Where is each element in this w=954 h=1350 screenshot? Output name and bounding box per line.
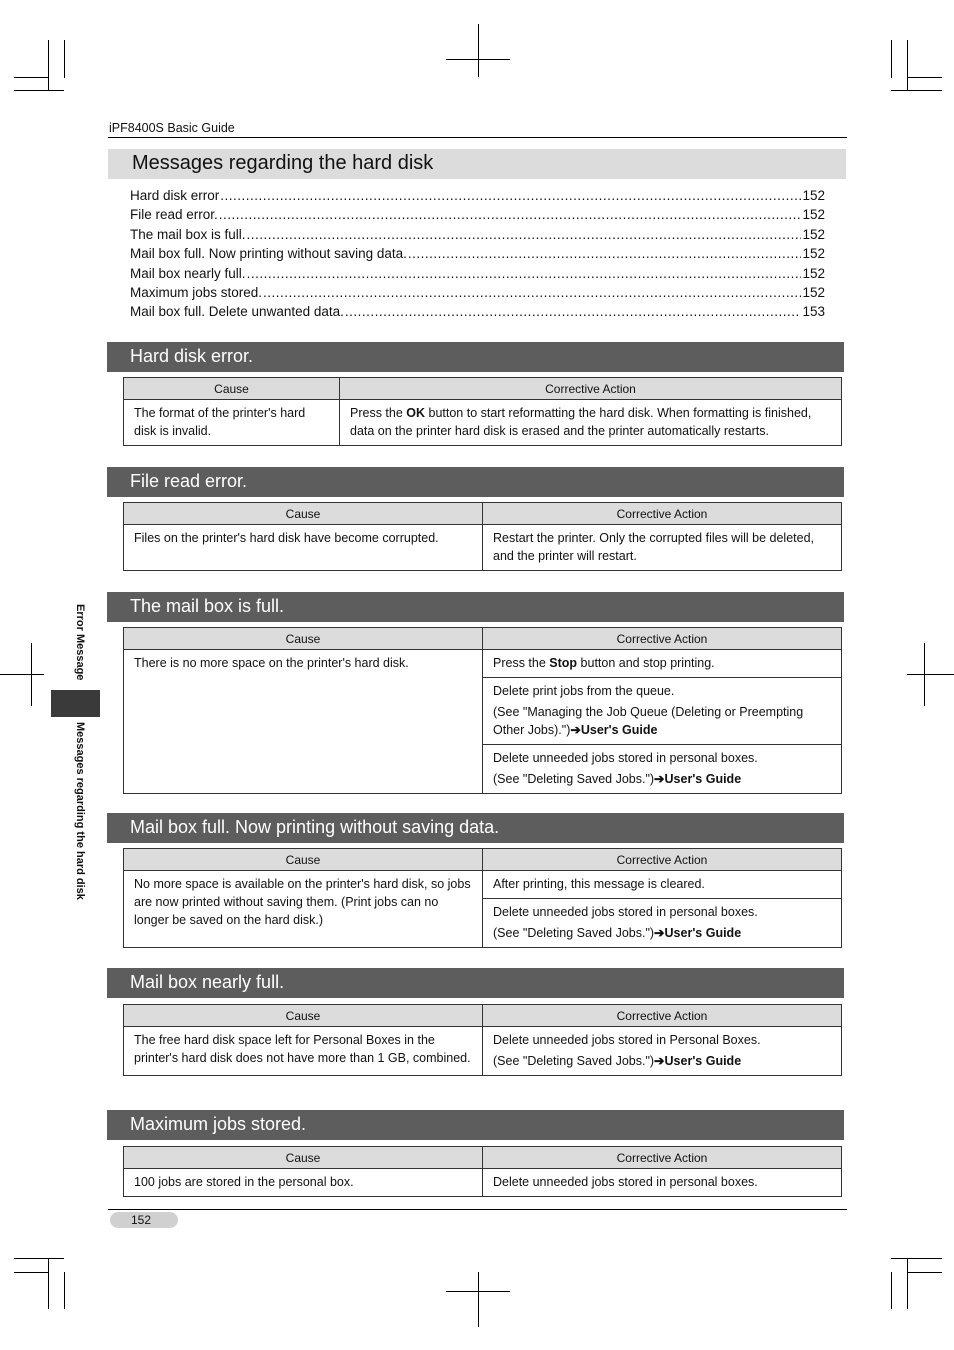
arrow-icon: ➔ [654,772,665,786]
section-heading-mail-box-full [107,592,844,622]
toc-entry-page: 152 [802,207,825,223]
toc-entry[interactable] [130,285,825,304]
toc-entry[interactable] [130,227,825,246]
toc-entry[interactable] [130,304,825,323]
maximum-jobs-stored-table [123,1146,842,1197]
action-cell: Restart the printer. Only the corrupted files will be deleted, and the printer will restart. [483,525,842,571]
toc-leader [263,285,801,300]
section-heading-printing-without-saving [107,813,844,843]
mail-box-full-table [123,627,842,794]
toc-entry-page: 152 [802,226,825,242]
arrow-icon: ➔ [570,723,581,737]
action-text: Press the [493,656,550,670]
cause-cell: There is no more space on the printer's hard disk. [124,650,483,794]
cause-header: Cause [124,1005,483,1027]
toc-entry-text: Mail box full. Delete unwanted data. [130,304,344,320]
cause-header: Cause [124,628,483,650]
toc-entry-text: Hard disk error [130,188,220,203]
users-guide-link[interactable]: User's Guide [664,772,742,786]
section-heading-hard-disk-error [107,342,844,372]
footer-rule [108,1209,847,1210]
toc-entry-text: Mail box full. Now printing without saving data. [130,246,407,262]
stop-button-label: Stop [549,656,578,670]
toc-entry-text: Mail box nearly full. [130,265,246,281]
toc-entry-page: 153 [802,304,825,320]
action-cell [340,400,842,446]
section-title: Mail box nearly full. [130,972,285,992]
side-tab-marker [51,690,100,717]
cause-cell: Files on the printer's hard disk have become corrupted. [124,525,483,571]
action-text: button to start reformatting the hard disk. When formatting is finished, data on the printer hard disk is erased and the printer automatically restarts. [350,406,812,438]
action-cell [483,650,842,678]
toc-entry[interactable] [130,246,825,265]
toc-entry-page: 152 [802,246,825,262]
action-text: Delete unneeded jobs stored in Personal Boxes. [493,1033,761,1047]
ok-button-label: OK [406,406,426,420]
cross-reference[interactable] [493,1052,831,1070]
cause-cell: The free hard disk space left for Personal Boxes in the printer's hard disk does not have more than 1 GB, combined. [124,1027,483,1076]
toc-entry[interactable] [130,266,825,285]
toc-leader [247,266,802,281]
page-title: Messages regarding the hard disk [132,152,434,174]
users-guide-link[interactable]: User's Guide [664,926,742,940]
action-text: Press the [350,406,407,420]
section-title: The mail box is full. [130,596,285,616]
reference-text: (See "Deleting Saved Jobs.") [493,772,655,786]
printing-without-saving-table [123,848,842,948]
users-guide-link[interactable]: User's Guide [664,1054,742,1068]
action-cell: Delete unneeded jobs stored in personal boxes. [483,1169,842,1197]
cross-reference[interactable] [493,703,831,739]
toc-entry-page: 152 [802,265,825,281]
running-header: iPF8400S Basic Guide [109,121,235,135]
reference-text: (See "Deleting Saved Jobs.") [493,926,655,940]
toc-leader [345,304,802,319]
side-tab-section[interactable]: Messages regarding the hard disk [74,722,86,900]
header-rule [108,137,847,138]
section-title: File read error. [130,471,248,491]
section-title: Maximum jobs stored. [130,1114,307,1134]
cause-header: Cause [124,1147,483,1169]
hard-disk-error-table [123,377,842,446]
toc-entry-text: File read error. [130,207,218,223]
toc-leader [220,188,801,203]
page-number: 152 [110,1212,178,1228]
page-title-bar [108,149,846,179]
side-tab-chapter[interactable]: Error Message [74,604,86,681]
reference-text: (See "Managing the Job Queue (Deleting or Preempting Other Jobs).") [493,705,804,737]
action-cell [483,678,842,745]
arrow-icon: ➔ [654,1054,665,1068]
action-text: Delete unneeded jobs stored in personal boxes. [493,905,758,919]
file-read-error-table [123,502,842,571]
toc-leader [219,207,802,222]
action-header: Corrective Action [483,1147,842,1169]
toc-entry-page: 152 [802,284,825,300]
action-cell [483,1027,842,1076]
cause-header: Cause [124,378,340,400]
action-header: Corrective Action [483,849,842,871]
action-header: Corrective Action [340,378,842,400]
table-of-contents [130,188,825,324]
toc-leader [247,227,802,242]
action-cell [483,899,842,948]
toc-entry[interactable] [130,188,825,207]
cause-cell: 100 jobs are stored in the personal box. [124,1169,483,1197]
arrow-icon: ➔ [654,926,665,940]
section-heading-mail-box-nearly-full [107,968,844,998]
section-title: Hard disk error. [130,346,254,366]
toc-entry-page: 152 [802,188,825,203]
reference-text: (See "Deleting Saved Jobs.") [493,1054,655,1068]
toc-leader [408,246,802,261]
toc-entry[interactable] [130,207,825,226]
section-heading-file-read-error [107,467,844,497]
toc-entry-text: The mail box is full. [130,226,246,242]
action-header: Corrective Action [483,503,842,525]
action-cell: After printing, this message is cleared. [483,871,842,899]
cause-header: Cause [124,503,483,525]
cause-header: Cause [124,849,483,871]
mail-box-nearly-full-table [123,1004,842,1076]
users-guide-link[interactable]: User's Guide [580,723,658,737]
toc-entry-text: Maximum jobs stored. [130,284,263,300]
cross-reference[interactable] [493,924,831,942]
section-title: Mail box full. Now printing without saving data. [130,817,500,837]
action-header: Corrective Action [483,628,842,650]
action-text: Delete print jobs from the queue. [493,684,675,698]
action-text: button and stop printing. [577,656,715,670]
cross-reference[interactable] [493,770,831,788]
cause-cell: The format of the printer's hard disk is invalid. [124,400,340,446]
cause-cell: No more space is available on the printer's hard disk, so jobs are now printed without saving them. (Print jobs can no longer be saved on the hard disk.) [124,871,483,948]
action-header: Corrective Action [483,1005,842,1027]
action-text: Delete unneeded jobs stored in personal boxes. [493,751,758,765]
section-heading-maximum-jobs-stored [107,1110,844,1140]
action-cell [483,745,842,794]
